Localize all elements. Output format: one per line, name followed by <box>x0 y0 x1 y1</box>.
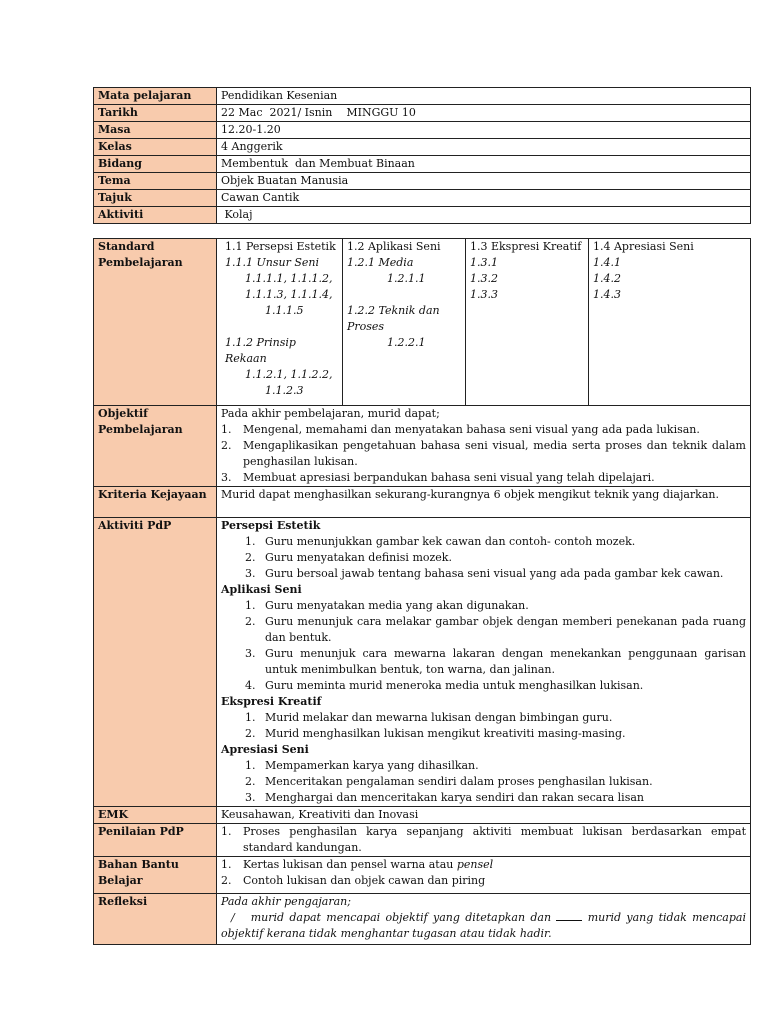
objektif-intro: Pada akhir pembelajaran, murid dapat; <box>221 407 440 420</box>
list-item <box>221 857 746 873</box>
list-text-main: Mengenal, memahami dan menyatakan bahasa seni visual yang ada pada lukisan. <box>243 423 700 436</box>
label-emk: EMK <box>94 807 217 824</box>
list-text <box>265 598 746 614</box>
standard-line: 1.4.2 <box>593 272 621 285</box>
list-item <box>221 550 746 566</box>
label-objektif: Objektif Pembelajaran <box>94 406 217 487</box>
standard-line: 1.2.1.1 <box>387 272 426 285</box>
list-text <box>265 534 746 550</box>
list-text-main: Mengaplikasikan pengetahuan bahasa seni visual, media serta proses dan teknik dalam penghasilan lukisan. <box>243 439 746 468</box>
list-text <box>243 873 746 889</box>
refleksi-part-b: murid yang tidak mencapai objektif kerana tidak menghantar tugasan atau tidak hadir. <box>221 911 746 940</box>
penilaian-list <box>221 824 746 856</box>
standard-col-title: 1.2 Aplikasi Seni <box>347 240 441 253</box>
list-number: 1. <box>221 858 232 871</box>
standard-line: 1.1.2.1, 1.1.2.2, <box>245 368 333 381</box>
header-label: Tarikh <box>94 105 217 122</box>
aktiviti-section-title: Apresiasi Seni <box>221 743 309 756</box>
list-number: 4. <box>245 679 256 692</box>
list-number: 1. <box>245 759 256 772</box>
header-value: 12.20-1.20 <box>217 122 751 139</box>
list-text <box>265 726 746 742</box>
header-row <box>94 88 751 105</box>
list-number: 3. <box>245 791 256 804</box>
list-text-main: Murid melakar dan mewarna lukisan dengan bimbingan guru. <box>265 711 613 724</box>
list-text-main: Murid menghasilkan lukisan mengikut kreativiti masing-masing. <box>265 727 626 740</box>
standard-line: 1.2.1 Media <box>347 256 414 269</box>
label-penilaian: Penilaian PdP <box>94 824 217 857</box>
list-text <box>265 774 746 790</box>
aktiviti-section-title: Persepsi Estetik <box>221 519 321 532</box>
standard-col <box>342 239 465 405</box>
list-number: 2. <box>245 551 256 564</box>
list-number: 3. <box>221 471 232 484</box>
refleksi-line1: Pada akhir pengajaran; <box>221 895 351 908</box>
list-item <box>221 790 746 806</box>
list-item <box>221 873 746 889</box>
header-row <box>94 207 751 224</box>
standard-line: 1.4.3 <box>593 288 621 301</box>
header-row <box>94 173 751 190</box>
header-value: Membentuk dan Membuat Binaan <box>217 156 751 173</box>
list-number: 2. <box>245 775 256 788</box>
standard-line: 1.2.2 Teknik dan <box>347 304 440 317</box>
refleksi-blank <box>556 910 582 921</box>
list-item <box>221 726 746 742</box>
standard-line: 1.1.1 Unsur Seni <box>225 256 319 269</box>
list-number: 2. <box>245 727 256 740</box>
header-row <box>94 139 751 156</box>
list-text-main: Guru menyatakan definisi mozek. <box>265 551 452 564</box>
row-bahan <box>94 857 751 894</box>
list-item <box>221 646 746 678</box>
list-text-main: Menceritakan pengalaman sendiri dalam proses penghasilan lukisan. <box>265 775 653 788</box>
list-number: 2. <box>245 615 256 628</box>
standard-line <box>347 287 461 303</box>
list-text <box>265 758 746 774</box>
standard-line: 1.1.1.5 <box>265 304 304 317</box>
header-label: Bidang <box>94 156 217 173</box>
aktiviti-section-title: Ekspresi Kreatif <box>221 695 322 708</box>
list-number: 1. <box>245 535 256 548</box>
list-text-italic: pensel <box>456 858 494 871</box>
list-text <box>265 550 746 566</box>
standard-line: 1.1.1.1, 1.1.1.2, <box>245 272 333 285</box>
list-text-main: Guru menyatakan media yang akan digunakan. <box>265 599 529 612</box>
objektif-list <box>221 422 746 486</box>
list-item <box>221 438 746 470</box>
list-text <box>243 438 746 470</box>
standard-line: 1.4.1 <box>593 256 621 269</box>
standard-line <box>225 319 338 335</box>
aktiviti-list <box>221 710 746 742</box>
list-item <box>221 678 746 694</box>
row-penilaian <box>94 824 751 857</box>
aktiviti-list <box>221 534 746 582</box>
list-text <box>265 790 746 806</box>
standard-line: 1.1.2.3 <box>265 384 304 397</box>
list-item <box>221 598 746 614</box>
list-text <box>265 710 746 726</box>
list-text <box>265 566 746 582</box>
label-aktiviti: Aktiviti PdP <box>94 518 217 807</box>
list-number: 2. <box>221 874 232 887</box>
standard-col-title: 1.3 Ekspresi Kreatif <box>470 240 582 253</box>
aktiviti-list <box>221 758 746 806</box>
list-text-main: Guru menunjuk cara mewarna lakaran dengan menekankan penggunaan garisan untuk menimbulkan bentuk, ton warna, dan jalinan. <box>265 647 746 676</box>
header-value: Cawan Cantik <box>217 190 751 207</box>
label-refleksi: Refleksi <box>94 894 217 945</box>
list-item <box>221 710 746 726</box>
standard-line: 1.3.3 <box>470 288 498 301</box>
kriteria-text: Murid dapat menghasilkan sekurang-kurangnya 6 objek mengikut teknik yang diajarkan. <box>217 487 751 518</box>
row-kriteria <box>94 487 751 518</box>
refleksi-slash: / <box>231 911 235 924</box>
list-item <box>221 758 746 774</box>
header-row <box>94 105 751 122</box>
header-value: Kolaj <box>217 207 751 224</box>
list-text-main: Guru menunjukkan gambar kek cawan dan contoh- contoh mozek. <box>265 535 636 548</box>
standard-col <box>225 239 342 405</box>
header-label: Tajuk <box>94 190 217 207</box>
header-label: Masa <box>94 122 217 139</box>
standard-line: 1.1.1.3, 1.1.1.4, <box>245 288 333 301</box>
header-value: 4 Anggerik <box>217 139 751 156</box>
list-item <box>221 470 746 486</box>
standard-line: 1.1.2 Prinsip <box>225 336 296 349</box>
list-number: 1. <box>245 599 256 612</box>
header-label: Kelas <box>94 139 217 156</box>
bahan-list <box>221 857 746 889</box>
list-item <box>221 614 746 646</box>
list-text <box>265 646 746 678</box>
header-row <box>94 122 751 139</box>
header-row <box>94 190 751 207</box>
row-objektif <box>94 406 751 487</box>
refleksi-text <box>217 894 751 945</box>
label-kriteria: Kriteria Kejayaan <box>94 487 217 518</box>
list-text-main: Proses penghasilan karya sepanjang aktiviti membuat lukisan berdasarkan empat standard kandungan. <box>243 825 746 854</box>
standard-col <box>465 239 588 405</box>
lesson-table <box>93 238 751 945</box>
list-item <box>221 824 746 856</box>
header-value: Objek Buatan Manusia <box>217 173 751 190</box>
label-bahan: Bahan Bantu Belajar <box>94 857 217 894</box>
standard-col-title: 1.1 Persepsi Estetik <box>225 240 336 253</box>
list-text-main: Guru meminta murid meneroka media untuk menghasilkan lukisan. <box>265 679 644 692</box>
standard-line: Proses <box>347 320 385 333</box>
list-item <box>221 774 746 790</box>
standard-col-title: 1.4 Apresiasi Seni <box>593 240 694 253</box>
aktiviti-section-title: Aplikasi Seni <box>221 583 302 596</box>
list-number: 1. <box>221 825 232 838</box>
list-text <box>243 824 746 856</box>
aktiviti-list <box>221 598 746 694</box>
list-text <box>243 470 746 486</box>
list-item <box>221 566 746 582</box>
list-text-main: Guru menunjuk cara melakar gambar objek dengan memberi penekanan pada ruang dan bentuk. <box>265 615 746 644</box>
refleksi-part-a: murid dapat mencapai objektif yang ditetapkan dan <box>250 911 552 924</box>
list-text <box>265 678 746 694</box>
standard-col <box>588 239 746 405</box>
header-value: 22 Mac 2021/ Isnin MINGGU 10 <box>217 105 751 122</box>
list-text-main: Mempamerkan karya yang dihasilkan. <box>265 759 479 772</box>
label-standard: Standard Pembelajaran <box>94 239 217 406</box>
header-row <box>94 156 751 173</box>
list-item <box>221 422 746 438</box>
row-standard <box>94 239 751 406</box>
list-number: 1. <box>221 423 232 436</box>
list-text-main: Membuat apresiasi berpandukan bahasa seni visual yang telah dipelajari. <box>243 471 655 484</box>
list-text <box>243 422 746 438</box>
list-text <box>243 857 746 873</box>
list-text-main: Menghargai dan menceritakan karya sendiri dan rakan secara lisan <box>265 791 644 804</box>
emk-text: Keusahawan, Kreativiti dan Inovasi <box>217 807 751 824</box>
list-text-main: Kertas lukisan dan pensel warna atau <box>243 858 457 871</box>
row-emk <box>94 807 751 824</box>
header-label: Tema <box>94 173 217 190</box>
standard-line: 1.2.2.1 <box>387 336 426 349</box>
list-item <box>221 534 746 550</box>
standard-line: Rekaan <box>225 352 267 365</box>
header-label: Mata pelajaran <box>94 88 217 105</box>
list-number: 2. <box>221 439 232 452</box>
list-text <box>265 614 746 646</box>
row-aktiviti <box>94 518 751 807</box>
list-text-main: Guru bersoal jawab tentang bahasa seni visual yang ada pada gambar kek cawan. <box>265 567 724 580</box>
list-text-main: Contoh lukisan dan objek cawan dan piring <box>243 874 486 887</box>
header-table <box>93 87 751 224</box>
row-refleksi <box>94 894 751 945</box>
list-number: 3. <box>245 647 256 660</box>
standard-line: 1.3.1 <box>470 256 498 269</box>
standard-columns <box>225 239 746 405</box>
list-number: 1. <box>245 711 256 724</box>
header-value: Pendidikan Kesenian <box>217 88 751 105</box>
header-label: Aktiviti <box>94 207 217 224</box>
list-number: 3. <box>245 567 256 580</box>
standard-line: 1.3.2 <box>470 272 498 285</box>
